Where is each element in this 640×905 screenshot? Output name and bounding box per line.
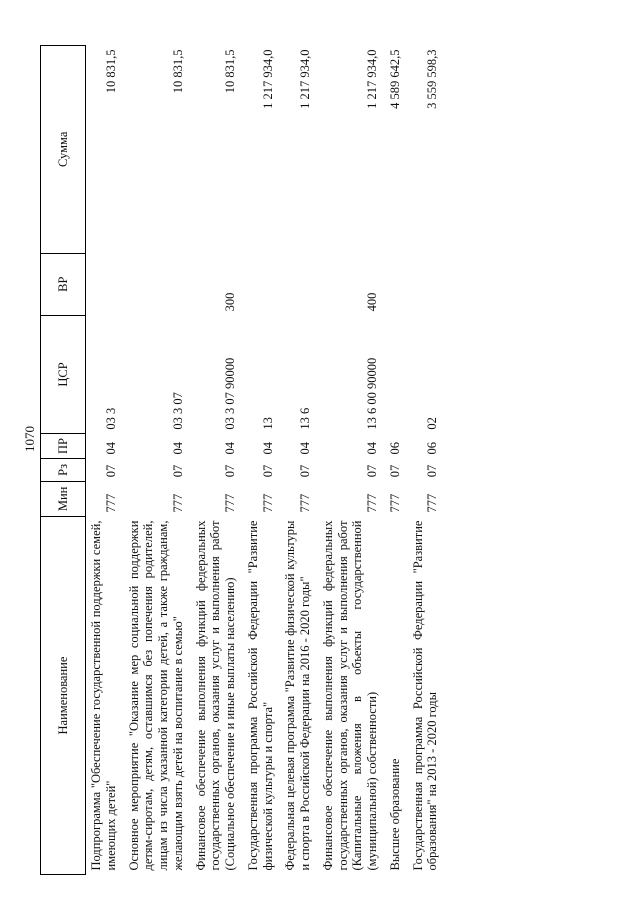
- row-pr: 04: [170, 441, 185, 455]
- row-name: Подпрограмма "Обеспечение государственной поддержки семей, имеющих детей": [89, 520, 118, 871]
- row-min: 777: [425, 493, 440, 513]
- row-name: Финансовое обеспечение выполнения функций федеральных государственных органов, оказания услуг и выполнения работ (Капитальные вложения в объекты государственной (муниципальной) собственности): [320, 520, 379, 871]
- row-sum: 10 831,5: [170, 49, 185, 94]
- row-csr: 13 6: [298, 407, 312, 430]
- row-vr: [280, 253, 318, 315]
- row-rz: 07: [223, 464, 237, 478]
- row-vr: [408, 253, 446, 315]
- row-rz: 07: [387, 464, 402, 478]
- row-csr: 02: [425, 417, 440, 430]
- row-min: 777: [365, 493, 379, 513]
- row-csr: 03 3: [103, 407, 118, 430]
- row-csr: 03 3 07 90000: [223, 357, 237, 430]
- header-pr: ПР: [41, 434, 86, 459]
- row-name: Основное мероприятие "Оказание мер социальной поддержки детям-сиротам, детям, оставшимся без попечения родителей, лицам из числа указанной категории детей, а также гражданам, желающим взять детей на воспитание в семью": [126, 520, 185, 871]
- row-vr: [385, 253, 408, 315]
- row-csr: 03 3 07: [170, 392, 185, 430]
- row-name: Высшее образование: [387, 758, 402, 871]
- row-rz: 07: [260, 464, 275, 478]
- row-min: 777: [103, 493, 118, 513]
- row-sum: 10 831,5: [223, 49, 237, 94]
- header-min: Мин: [41, 481, 86, 516]
- row-rz: 07: [365, 464, 379, 478]
- row-vr: [86, 253, 124, 315]
- row-min: 777: [387, 493, 402, 513]
- table-row: [191, 46, 243, 875]
- row-pr: 04: [103, 441, 118, 455]
- row-sum: 10 831,5: [103, 49, 118, 94]
- row-pr: 04: [260, 441, 275, 455]
- row-rz: 07: [298, 464, 312, 478]
- row-vr: [124, 253, 191, 315]
- row-name: Государственная программа Российской Федерации "Развитие образования" на 2013 - 2020 годы: [410, 520, 440, 871]
- row-sum: 1 217 934,0: [365, 49, 379, 109]
- row-sum: 1 217 934,0: [298, 49, 312, 109]
- table-row: [408, 46, 446, 875]
- row-name: Федеральная целевая программа "Развитие физической культуры и спорта в Российской Федерации на 2016 - 2020 годы": [283, 520, 312, 871]
- header-sum: Сумма: [41, 46, 86, 254]
- rotated-page-content: [40, 45, 615, 875]
- row-sum: 3 559 598,3: [425, 49, 440, 109]
- row-pr: 04: [298, 441, 312, 455]
- row-vr: 300: [223, 292, 237, 312]
- header-csr: ЦСР: [41, 315, 86, 433]
- table-row: [385, 46, 408, 875]
- row-name: Финансовое обеспечение выполнения функций федеральных государственных органов, оказания услуг и выполнения работ (Социальное обеспечение и иные выплаты населению): [193, 520, 237, 871]
- row-vr: [243, 253, 281, 315]
- row-pr: 04: [223, 441, 237, 455]
- page-number: 1070: [22, 426, 37, 452]
- table-row: [243, 46, 281, 875]
- table-header-row: [41, 46, 86, 875]
- row-pr: 04: [365, 441, 379, 455]
- row-rz: 07: [103, 464, 118, 478]
- row-rz: 07: [425, 464, 440, 478]
- row-min: 777: [223, 493, 237, 513]
- row-min: 777: [170, 493, 185, 513]
- row-min: 777: [298, 493, 312, 513]
- header-rz: Рз: [41, 458, 86, 481]
- row-sum: 1 217 934,0: [260, 49, 275, 109]
- row-csr: 13 6 00 90000: [365, 357, 379, 430]
- row-pr: 06: [387, 441, 402, 455]
- row-name: Государственная программа Российской Федерации "Развитие физической культуры и спорта": [245, 520, 275, 871]
- row-vr: 400: [365, 292, 379, 312]
- row-csr: [385, 315, 408, 433]
- row-min: 777: [260, 493, 275, 513]
- budget-table: [40, 45, 445, 875]
- row-pr: 06: [425, 441, 440, 455]
- header-name: Наименование: [41, 517, 86, 875]
- row-csr: 13: [260, 417, 275, 430]
- header-vr: ВР: [41, 253, 86, 315]
- row-sum: 4 589 642,5: [387, 49, 402, 109]
- row-rz: 07: [170, 464, 185, 478]
- table-row: [86, 46, 124, 875]
- table-row: [124, 46, 191, 875]
- table-row: [318, 46, 385, 875]
- table-row: [280, 46, 318, 875]
